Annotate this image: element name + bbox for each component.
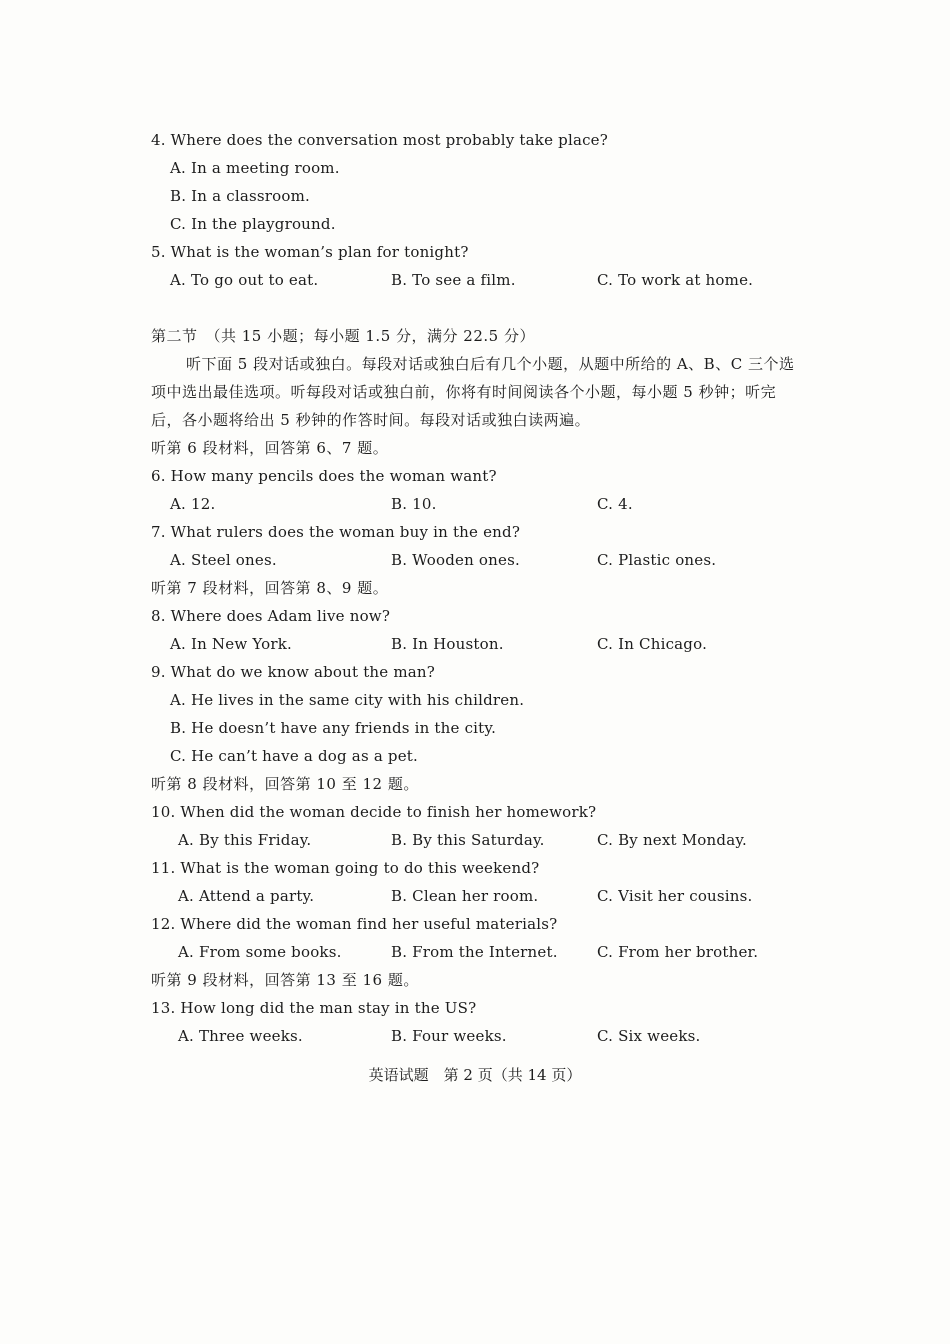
q12-options	[0, 942, 950, 962]
q5-option-a: A. To go out to eat.	[170, 271, 319, 289]
q5-options	[0, 270, 950, 290]
question-11: 11. What is the woman going to do this weekend?	[151, 859, 540, 877]
q9-option-a: A. He lives in the same city with his children.	[170, 691, 525, 709]
q11-options	[0, 886, 950, 906]
q12-option-b: B. From the Internet.	[391, 943, 558, 961]
q9-option-c: C. He can’t have a dog as a pet.	[170, 747, 419, 765]
q13-option-a: A. Three weeks.	[178, 1027, 303, 1045]
q10-option-c: C. By next Monday.	[597, 831, 747, 849]
q9-option-b: B. He doesn’t have any friends in the city.	[170, 719, 497, 737]
q5-option-c: C. To work at home.	[597, 271, 754, 289]
q6-options	[0, 494, 950, 514]
q7-option-b: B. Wooden ones.	[391, 551, 520, 569]
section-2-instructions-line1: 听下面 5 段对话或独白。每段对话或独白后有几个小题，从题中所给的 A、B、C 三个选	[186, 355, 795, 373]
q6-option-a: A. 12.	[170, 495, 216, 513]
question-12: 12. Where did the woman find her useful materials?	[151, 915, 558, 933]
section-2-instructions-line3: 后，各小题将给出 5 秒钟的作答时间。每段对话或独白读两遍。	[151, 411, 591, 429]
question-6: 6. How many pencils does the woman want?	[151, 467, 497, 485]
q13-option-b: B. Four weeks.	[391, 1027, 507, 1045]
q11-option-b: B. Clean her room.	[391, 887, 539, 905]
material-7-heading: 听第 7 段材料，回答第 8、9 题。	[151, 579, 389, 597]
section-2-instructions-line2: 项中选出最佳选项。听每段对话或独白前，你将有时间阅读各个小题，每小题 5 秒钟；听完	[151, 383, 777, 401]
q7-option-c: C. Plastic ones.	[597, 551, 717, 569]
question-9: 9. What do we know about the man?	[151, 663, 436, 681]
q6-option-b: B. 10.	[391, 495, 437, 513]
q7-option-a: A. Steel ones.	[170, 551, 277, 569]
q10-options	[0, 830, 950, 850]
question-10: 10. When did the woman decide to finish her homework?	[151, 803, 597, 821]
question-7: 7. What rulers does the woman buy in the end?	[151, 523, 521, 541]
q4-option-c: C. In the playground.	[170, 215, 336, 233]
question-4: 4. Where does the conversation most probably take place?	[151, 131, 609, 149]
q8-option-a: A. In New York.	[170, 635, 292, 653]
q11-option-c: C. Visit her cousins.	[597, 887, 753, 905]
page-footer: 英语试题 第 2 页（共 14 页）	[368, 1066, 582, 1084]
q13-option-c: C. Six weeks.	[597, 1027, 701, 1045]
q12-option-c: C. From her brother.	[597, 943, 759, 961]
q8-option-c: C. In Chicago.	[597, 635, 708, 653]
q8-option-b: B. In Houston.	[391, 635, 504, 653]
q8-options	[0, 634, 950, 654]
q7-options	[0, 550, 950, 570]
q11-option-a: A. Attend a party.	[178, 887, 315, 905]
q4-option-a: A. In a meeting room.	[170, 159, 340, 177]
q12-option-a: A. From some books.	[178, 943, 342, 961]
q10-option-a: A. By this Friday.	[178, 831, 312, 849]
material-8-heading: 听第 8 段材料，回答第 10 至 12 题。	[151, 775, 419, 793]
material-6-heading: 听第 6 段材料，回答第 6、7 题。	[151, 439, 389, 457]
question-13: 13. How long did the man stay in the US?	[151, 999, 477, 1017]
q13-options	[0, 1026, 950, 1046]
section-2-heading: 第二节 （共 15 小题；每小题 1.5 分，满分 22.5 分）	[151, 327, 535, 345]
question-8: 8. Where does Adam live now?	[151, 607, 391, 625]
question-5: 5. What is the woman’s plan for tonight?	[151, 243, 469, 261]
material-9-heading: 听第 9 段材料，回答第 13 至 16 题。	[151, 971, 419, 989]
q6-option-c: C. 4.	[597, 495, 633, 513]
q10-option-b: B. By this Saturday.	[391, 831, 545, 849]
q5-option-b: B. To see a film.	[391, 271, 516, 289]
q4-option-b: B. In a classroom.	[170, 187, 310, 205]
